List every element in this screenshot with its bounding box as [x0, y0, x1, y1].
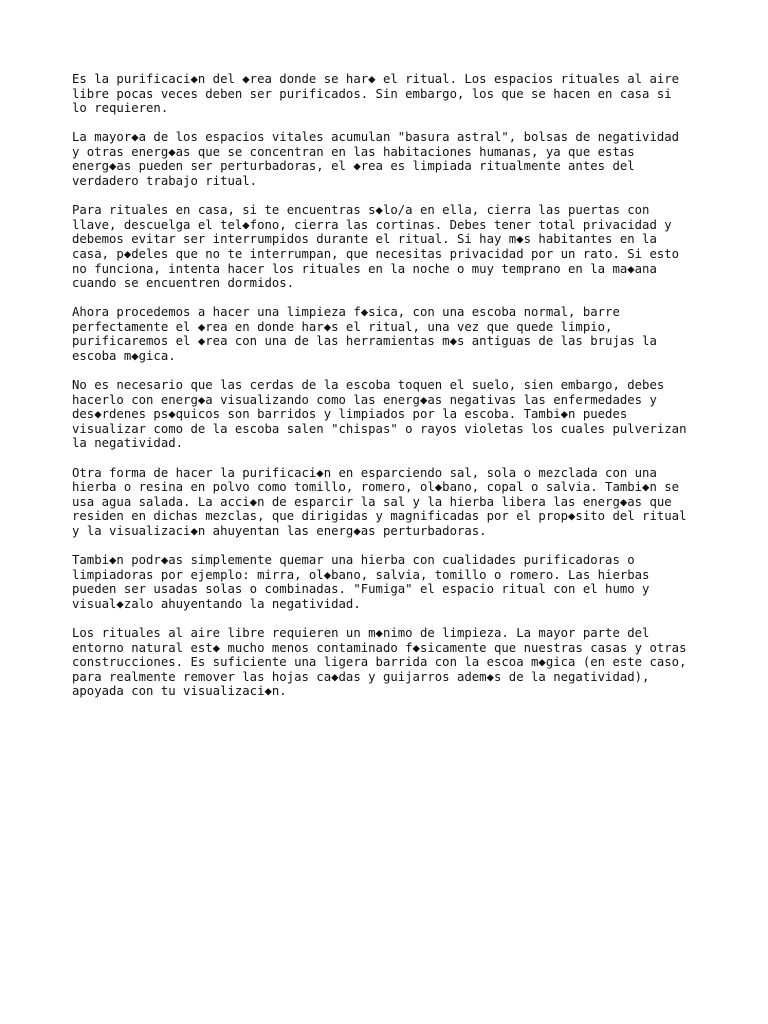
paragraph-escoba-energia: No es necesario que las cerdas de la escoba toquen el suelo, sien embargo, debes hacerlo con energ◆a visualizando como las energ◆as negativas las enfermedades y des◆rdenes ps◆quicos son barridos y limpiados por la escoba. Tambi◆n puedes visualizar como de la escoba salen "chispas" o rayos violetas los cuales pulverizan la negatividad.	[72, 378, 687, 451]
paragraph-limpieza-fisica: Ahora procedemos a hacer una limpieza f◆sica, con una escoba normal, barre perfectamente el ◆rea en donde har◆s el ritual, una vez que quede limpio, purificaremos el ◆rea con una de las herramientas m◆s antiguas de las brujas la escoba m◆gica.	[72, 305, 657, 363]
paragraph-rituales-en-casa: Para rituales en casa, si te encuentras s◆lo/a en ella, cierra las puertas con llave, descuelga el tel◆fono, cierra las cortinas. Debes tener total privacidad y debemos evitar ser interrumpidos durante el ritual. Si hay m◆s habitantes en la casa, p◆deles que no te interrumpan, que necesitas privacidad por un rato. Si esto no funciona, intenta hacer los rituales en la noche o muy temprano en la ma◆ana cuando se encuentren dormidos.	[72, 203, 680, 291]
paragraph-aire-libre: Los rituales al aire libre requieren un m◆nimo de limpieza. La mayor parte del entorno natural est◆ mucho menos contaminado f◆sicamente que nuestras casas y otras construcciones. Es suficiente una ligera barrida con la escoa m◆gica (en este caso, para realmente remover las hojas ca◆das y guijarros adem◆s de la negatividad), apoyada con tu visualizaci◆n.	[72, 625, 687, 699]
paragraph-purificacion-intro: Es la purificaci◆n del ◆rea donde se har◆ el ritual. Los espacios rituales al aire libre pocas veces deben ser purificados. Sin embargo, los que se hacen en casa si lo requieren.	[72, 72, 680, 116]
document-page	[72, 72, 712, 713]
paragraph-sal-y-hierba: Otra forma de hacer la purificaci◆n en esparciendo sal, sola o mezclada con una hierba o resina en polvo como tomillo, romero, ol◆bano, copal o salvia. Tambi◆n se usa agua salada. La acci◆n de esparcir la sal y la hierba libera las energ◆as que residen en dichas mezclas, que dirigidas y magnificadas por el prop◆sito del ritual y la visualizaci◆n ahuyentan las energ◆as perturbadoras.	[72, 465, 687, 538]
paragraph-basura-astral: La mayor◆a de los espacios vitales acumulan "basura astral", bolsas de negatividad y otras energ◆as que se concentran en las habitaciones humanas, ya que estas energ◆as pueden ser perturbadoras, el ◆rea es limpiada ritualmente antes del verdadero trabajo ritual.	[72, 130, 680, 189]
paragraph-quemar-hierba: Tambi◆n podr◆as simplemente quemar una hierba con cualidades purificadoras o limpiadoras por ejemplo: mirra, ol◆bano, salvia, tomillo o romero. Las hierbas pueden ser usadas solas o combinadas. "Fumiga" el espacio ritual con el humo y visual◆zalo ahuyentando la negatividad.	[72, 553, 650, 611]
